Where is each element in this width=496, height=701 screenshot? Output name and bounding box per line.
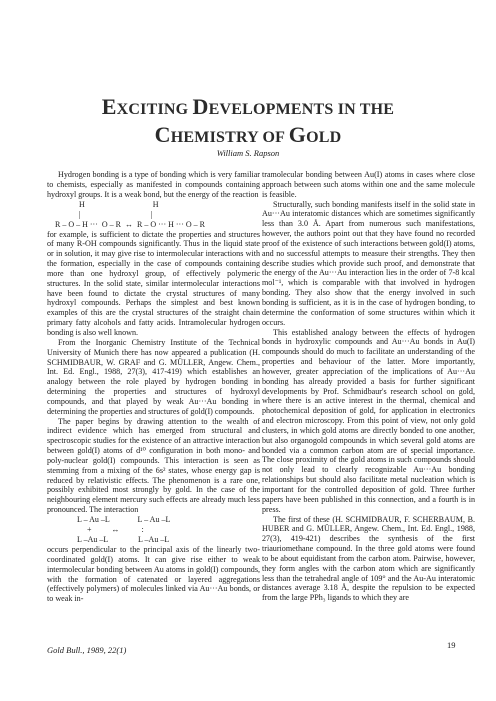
paragraph: The first of these (H. SCHMIDBAUR, F. SCHERBAUM, B. HUBER and G. MÜLLER, Angew. Chem., Int. Ed. Engl., 1988, 27(3), 419-421) describes the synthesis of the first triauriomethane compound. In the three gold atoms were found to be about equidistant from the carbon atom. Pairwise, however, they form angles with the carbon atom which are significantly less than the tetrahedral angle of 109° and the Au-Au interatomic distances average 3.18 Å, despite the repulsion to be expected from the large PPh₃ ligands to which they are: [262, 514, 475, 603]
paragraph: for example, is sufficient to dictate the properties and structures of many R-OH compounds significantly. Thus in the liquid state or in solution, it may give rise to intermolecular interactions with the formation, especially in the case of compounds containing more than one hydroxyl group, of effectively polymeric structures. In the solid state, similar intermolecular interactions have been found to dictate the crystal structures of many hydroxyl compounds. Perhaps the simplest and best known examples of this are the crystal structures of the straight chain primary fatty alcohols and fatty acids. Intramolecular hydrogen bonding is also well known.: [47, 229, 260, 337]
paragraph: tramolecular bonding between Au(I) atoms in cases where close approach between such atoms within one and the same molecule is feasible.: [262, 170, 475, 199]
title-line-1: EXCITING DEVELOPMENTS IN THE: [101, 94, 395, 119]
author-byline: William S. Rapson: [216, 148, 280, 158]
paragraph: From the Inorganic Chemistry Institute of the Technical University of Munich there has now appeared a publication (H. SCHMIDBAUR, W. GRAF and G. MÜLLER, Angew. Chem., Int. Ed. Engl., 1988, 27(3), 417-419) which establishes an analogy between the role played by hydrogen bonding in determining the properties and structures of hydroxyl compounds, and that played by weak Au···Au bonding in determining the properties and structures of gold(I) compounds.: [47, 337, 260, 416]
paragraph: Structurally, such bonding manifests itself in the solid state in Au···Au interatomic distances which are sometimes significantly less than 3.0 Å. Apart from numerous such manifestations, however, the authors point out that they have found no recorded proof of the existence of such interactions between gold(I) atoms, and no successful attempts to measure their strengths. They then describe studies which provide such proof, and demonstrate that the energy of the Au···Au interaction lies in the order of 7-8 kcal mol⁻¹, which is comparable with that involved in hydrogen bonding. They also show that the energy involved in such bonding is sufficient, as it is in the case of hydrogen bonding, to determine the conformation of some structures within which it occurs.: [262, 199, 475, 327]
article-title: [0, 94, 496, 150]
right-column: [262, 170, 475, 603]
title-line-2: CHEMISTRY OF GOLD: [154, 122, 342, 147]
paragraph: The paper begins by drawing attention to the wealth of indirect evidence which has emerged from structural and spectroscopic studies for the existence of an attractive interaction between gold(I) atoms of d¹⁰ configuration in both mono- and poly-nuclear gold(I) compounds. This interaction is seen as stemming from a mixing of the 6s² states, whose energy gap is reduced by relativistic effects. The phenomenon is a rare one, possibly exhibited most strongly by gold. In the case of the neighbouring element mercury such effects are already much less pronounced. The interaction: [47, 416, 260, 515]
page-number: 19: [447, 640, 456, 650]
left-column: [47, 170, 260, 604]
paragraph: occurs perpendicular to the principal axis of the linearly two-coordinated gold(I) atoms. It can give rise either to weak intermolecular bonding between Au atoms in gold(I) compounds, with the formation of catenated or layered aggregations (effectively polymers) of molecules linked via Au···Au bonds, or to weak in-: [47, 545, 260, 604]
paragraph: Hydrogen bonding is a type of bonding which is very familiar to chemists, especially as manifested in compounds containing hydroxyl groups. It is a weak bond, but the energy of the reaction: [47, 170, 260, 199]
paragraph: This established analogy between the effects of hydrogen bonds in hydroxylic compounds and Au···Au bonds in Au(I) compounds should do much to facilitate an understanding of the properties and behaviour of the latter. More importantly, however, greater appreciation of the implications of Au···Au bonding has already provided a basis for further significant developments by Prof. Schmidbaur's research school on gold, where there is an active interest in the thermal, chemical and photochemical deposition of gold, for application in electronics and electron microscopy. From this point of view, not only gold clusters, in which gold atoms are directly bonded to one another, but also organogold compounds in which several gold atoms are bonded via a common carbon atom are of special importance. The close proximity of the gold atoms in such compounds should not only lead to clearly recognizable Au···Au bonding relationships but should also facilitate metal nucleation which is important for the controlled deposition of gold. Three further papers have been published in this connection, and a fourth is in press.: [262, 327, 475, 514]
gold-interaction-formula: L – Au –L L – Au –L + ↔ : L –Au –L L –Au –L: [77, 515, 171, 544]
hydrogen-bond-formula: H H | | R – O – H ··· O – R ↔ R – O ··· H ··· O – R: [55, 199, 205, 229]
journal-citation: Gold Bull., 1989, 22(1): [47, 645, 127, 655]
